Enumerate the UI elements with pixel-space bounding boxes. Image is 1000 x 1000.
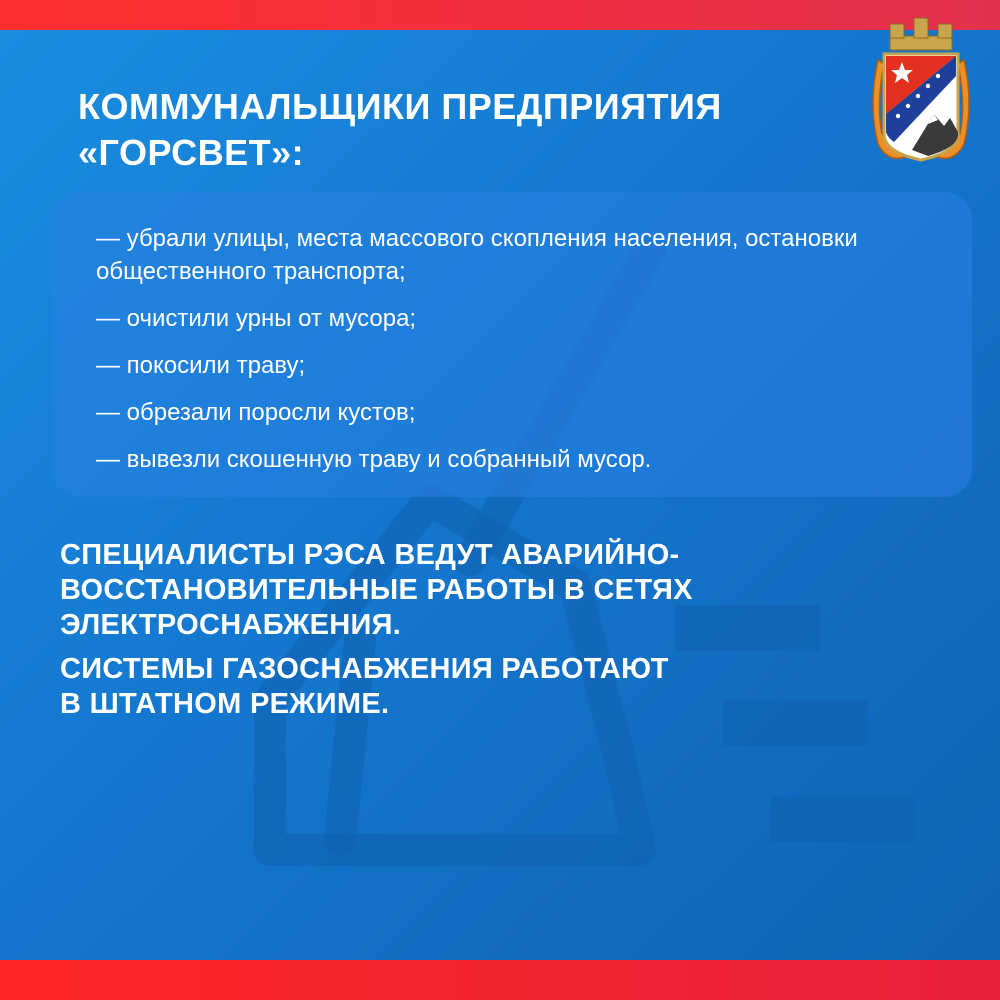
- list-item: — вывезли скошенную траву и собранный мусор.: [96, 446, 652, 473]
- city-coat-of-arms-icon: [868, 14, 974, 166]
- tasks-panel: [52, 192, 972, 497]
- list-item: — покосили траву;: [96, 352, 306, 379]
- notice-line: СИСТЕМЫ ГАЗОСНАБЖЕНИЯ РАБОТАЮТ: [60, 653, 669, 685]
- tasks-list: [96, 222, 956, 490]
- notice-line: ЭЛЕКТРОСНАБЖЕНИЯ.: [60, 609, 402, 641]
- page-title: [78, 84, 838, 176]
- gas-notice: [60, 652, 960, 722]
- notice-line: ВОССТАНОВИТЕЛЬНЫЕ РАБОТЫ В СЕТЯХ: [60, 574, 693, 606]
- bottom-red-stripe: [0, 960, 1000, 1000]
- notice-line: СПЕЦИАЛИСТЫ РЭСА ВЕДУТ АВАРИЙНО-: [60, 539, 680, 571]
- list-item: — обрезали поросли кустов;: [96, 399, 416, 426]
- title-line: «ГОРСВЕТ»:: [78, 132, 305, 173]
- notice-line: В ШТАТНОМ РЕЖИМЕ.: [60, 688, 390, 720]
- title-line: КОММУНАЛЬЩИКИ ПРЕДПРИЯТИЯ: [78, 86, 722, 127]
- list-item: — убрали улицы, места массового скопления населения, остановки общественного транспорта;: [96, 225, 858, 285]
- list-item: — очистили урны от мусора;: [96, 305, 417, 332]
- electricity-notice: [60, 538, 960, 643]
